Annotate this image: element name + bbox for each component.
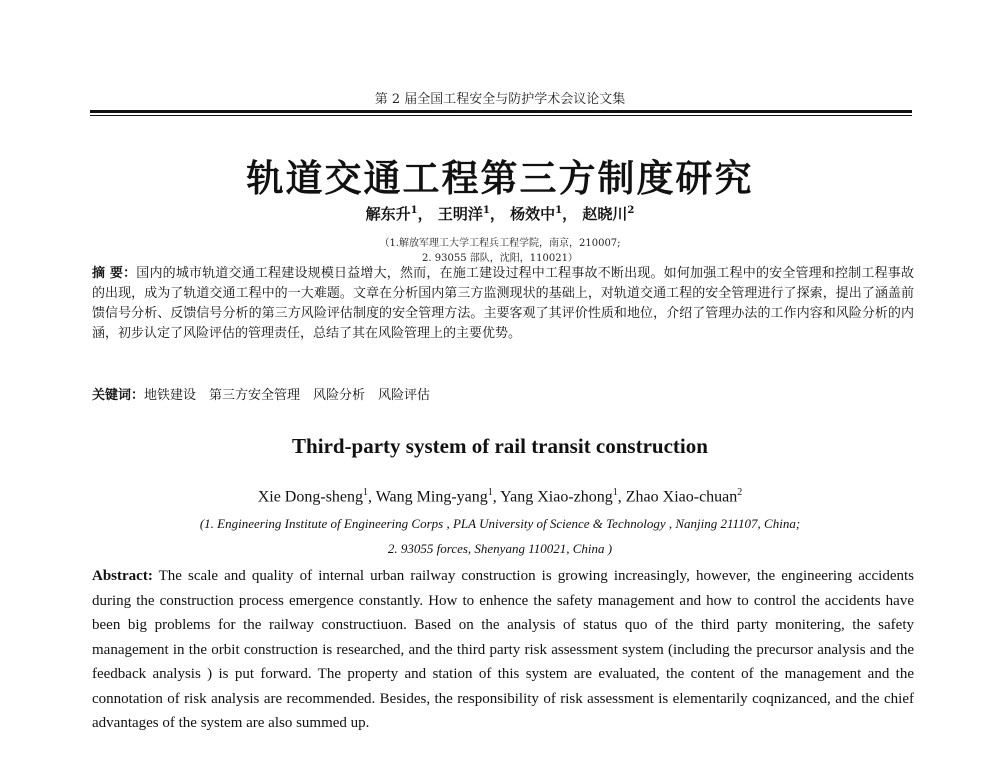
author-name: Yang Xiao-zhong	[500, 488, 613, 506]
chinese-keywords-text: 地铁建设 第三方安全管理 风险分析 风险评估	[144, 388, 431, 403]
english-abstract-label: Abstract:	[92, 568, 153, 584]
author-separator: ，	[417, 205, 433, 223]
chinese-abstract-text: 国内的城市轨道交通工程建设规模日益增大，然而，在施工建设过程中工程事故不断出现。如何加强工程中的安全管理和控制工程事故的出现，成为了轨道交通工程中的一大难题。文章在分析国内第三方监测现状的基础上，对轨道交通工程的安全管理进行了探索，提出了涵盖前馈信号分析、反馈信号分析的第三方风险评估制度的安全管理方法。主要客观了其评价性质和地位，介绍了管理办法的工作内容和风险分析的内涵，初步认定了风险评估的管理责任，总结了其在风险管理上的主要优势。	[92, 266, 914, 341]
english-abstract-text: The scale and quality of internal urban railway construction is growing increasingly, however, the engineering accidents during the construction process emergence constantly. How to enhence the safety management and how to control the accidents have been big problems for the railway constructiuon. Based on the analysis of status quo of the third party monitering, the safety management in the orbit construction is researched, and the third party risk assessment system (including the precursor analysis and the feedback analysis ) is put forward. The property and station of this system are evaluated, the content of the management and the connotation of risk analysis are recommended. Besides, the responsibility of risk assessment is elementarily coqnizanced, and the chief advantages of the system are also summed up.	[92, 568, 914, 731]
author-affiliation-mark: 1	[410, 205, 418, 216]
author-affiliation-mark: 1	[363, 487, 369, 498]
author-affiliation-mark: 1	[555, 205, 563, 216]
header-rule-thick	[90, 110, 912, 113]
author-separator: ,	[492, 488, 501, 506]
author-name: Wang Ming-yang	[375, 488, 488, 506]
author-affiliation-mark: 2	[627, 205, 635, 216]
author-affiliation-mark: 1	[487, 487, 493, 498]
author-affiliation-mark: 1	[612, 487, 618, 498]
running-header: 第 2 届全国工程安全与防护学术会议论文集	[374, 92, 626, 107]
author-name: 赵晓川	[582, 205, 628, 223]
chinese-keywords	[92, 386, 914, 406]
chinese-title: 轨道交通工程第三方制度研究	[246, 157, 754, 200]
english-affiliation-line-1: (1. Engineering Institute of Engineering Corps , PLA University of Science & Technology , Nanjing 211107, China;	[199, 516, 801, 531]
author-affiliation-mark: 2	[737, 487, 743, 498]
author-separator: ，	[489, 205, 505, 223]
author-name: 杨效中	[510, 205, 556, 223]
english-affiliation-line-2: 2. 93055 forces, Shenyang 110021, China )	[387, 541, 613, 556]
author-name: 解东升	[365, 205, 411, 223]
chinese-keywords-label: 关键词：	[92, 388, 145, 403]
chinese-abstract-label: 摘 要：	[92, 266, 137, 281]
author-affiliation-mark: 1	[482, 205, 490, 216]
author-name: Xie Dong-sheng	[257, 488, 364, 506]
author-separator: ,	[617, 488, 626, 506]
author-name: Zhao Xiao-chuan	[625, 488, 738, 506]
author-separator: ,	[368, 488, 376, 506]
chinese-author-list	[0, 203, 1000, 224]
chinese-affiliation-line-1: （1.解放军理工大学工程兵工程学院，南京，210007;	[379, 238, 621, 249]
english-author-list	[0, 487, 1000, 506]
chinese-abstract	[92, 264, 914, 344]
author-name: 王明洋	[437, 205, 483, 223]
english-abstract	[92, 564, 914, 736]
author-separator: ，	[562, 205, 578, 223]
header-rule-thin	[90, 115, 912, 116]
chinese-affiliation-line-2: 2. 93055 部队，沈阳，110021）	[422, 253, 578, 264]
english-title: Third-party system of rail transit construction	[292, 434, 708, 458]
